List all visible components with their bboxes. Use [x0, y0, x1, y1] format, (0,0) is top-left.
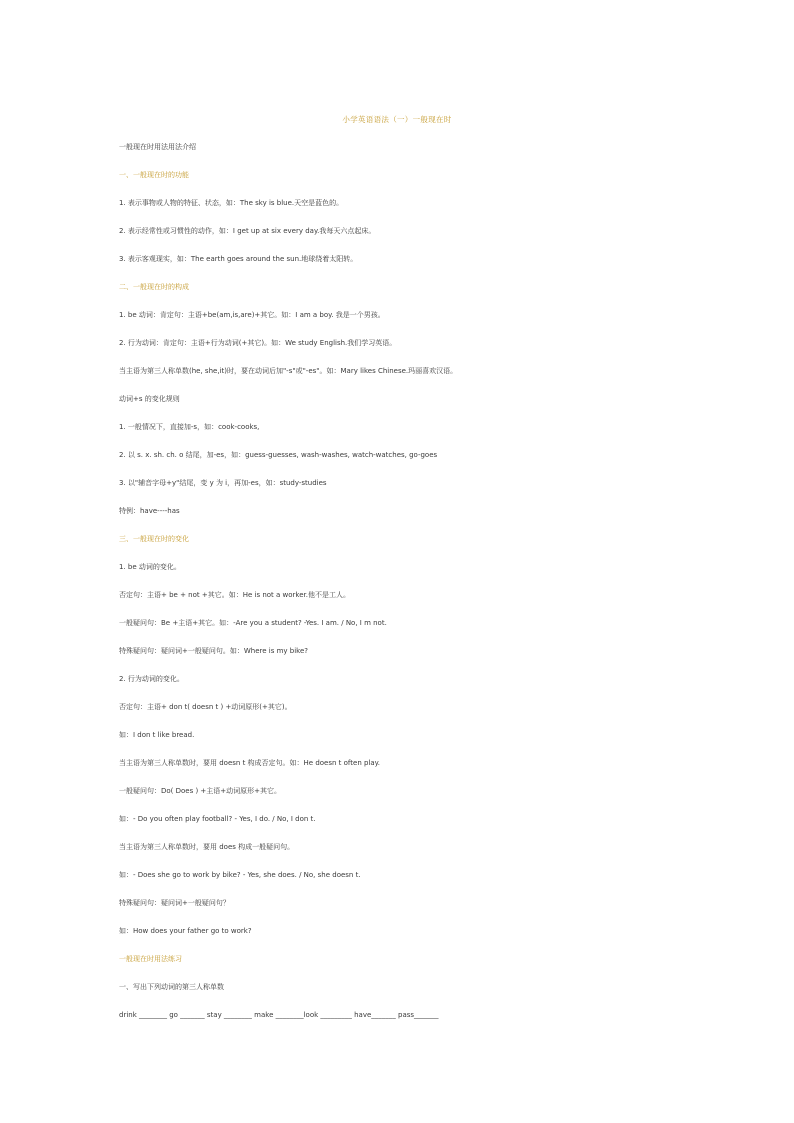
- text-line: 一般疑问句：Be +主语+其它。如：-Are you a student? -Yes. I am. / No, I m not.: [119, 619, 387, 627]
- text-line: 3. 表示客观现实，如：The earth goes around the sun.地球绕着太阳转。: [119, 255, 358, 263]
- text-line: 特例：have----has: [119, 507, 180, 515]
- text-line: 如：- Does she go to work by bike? - Yes, she does. / No, she doesn t.: [119, 871, 361, 879]
- text-line: 1. be 动词：肯定句：主语+be(am,is,are)+其它。如：I am a boy. 我是一个男孩。: [119, 311, 385, 319]
- text-line: 当主语为第三人称单数时，要用 does 构成一般疑问句。: [119, 843, 295, 851]
- document-title: 小学英语语法（一）一般现在时: [342, 115, 452, 124]
- section-heading: 二、一般现在时的构成: [119, 283, 189, 291]
- section-heading: 三、一般现在时的变化: [119, 535, 189, 543]
- text-line: 一、写出下列动词的第三人称单数: [119, 983, 224, 991]
- text-line: 1. 表示事物或人物的特征、状态，如：The sky is blue.天空是蓝色的。: [119, 199, 344, 207]
- text-line: 1. 一般情况下，直接加-s，如：cook-cooks,: [119, 423, 260, 431]
- text-line: 特殊疑问句：疑问词+一般疑问句。如：Where is my bike?: [119, 647, 309, 655]
- text-line: 如：I don t like bread.: [119, 731, 195, 739]
- section-heading: 一般现在时用法练习: [119, 955, 182, 963]
- text-line: 否定句：主语+ be + not +其它。如：He is not a worker.他不是工人。: [119, 591, 350, 599]
- text-line: 如：- Do you often play football? - Yes, I do. / No, I don t.: [119, 815, 316, 823]
- text-line: 一般现在时用法用法介绍: [119, 143, 196, 151]
- text-line: 2. 表示经常性或习惯性的动作，如：I get up at six every day.我每天六点起床。: [119, 227, 376, 235]
- text-line: 当主语为第三人称单数(he, she,it)时，要在动词后加"-s"或"-es"。如：Mary likes Chinese.玛丽喜欢汉语。: [119, 367, 458, 375]
- text-line: 当主语为第三人称单数时，要用 doesn t 构成否定句。如：He doesn t often play.: [119, 759, 381, 767]
- text-line: 1. be 动词的变化。: [119, 563, 181, 571]
- text-line: 2. 行为动词的变化。: [119, 675, 184, 683]
- text-line: 3. 以"辅音字母+y"结尾，变 y 为 i，再加-es，如：study-studies: [119, 479, 327, 487]
- text-line: 如：How does your father go to work?: [119, 927, 252, 935]
- text-line: 2. 以 s. x. sh. ch. o 结尾，加-es，如：guess-guesses, wash-washes, watch-watches, go-goes: [119, 451, 438, 459]
- text-line: 一般疑问句：Do( Does ) +主语+动词原形+其它。: [119, 787, 282, 795]
- section-heading: 一、一般现在时的功能: [119, 171, 189, 179]
- text-line: 特殊疑问句：疑问词+一般疑问句？: [119, 899, 230, 907]
- text-line: 否定句：主语+ don t( doesn t ) +动词原形(+其它)。: [119, 703, 292, 711]
- text-line: 动词+s 的变化规则: [119, 395, 180, 403]
- text-line: drink ________ go _______ stay ________ make ________look _________ have_______ pass_______: [119, 1011, 439, 1019]
- text-line: 2. 行为动词：肯定句：主语+行为动词(+其它)。如：We study English.我们学习英语。: [119, 339, 397, 347]
